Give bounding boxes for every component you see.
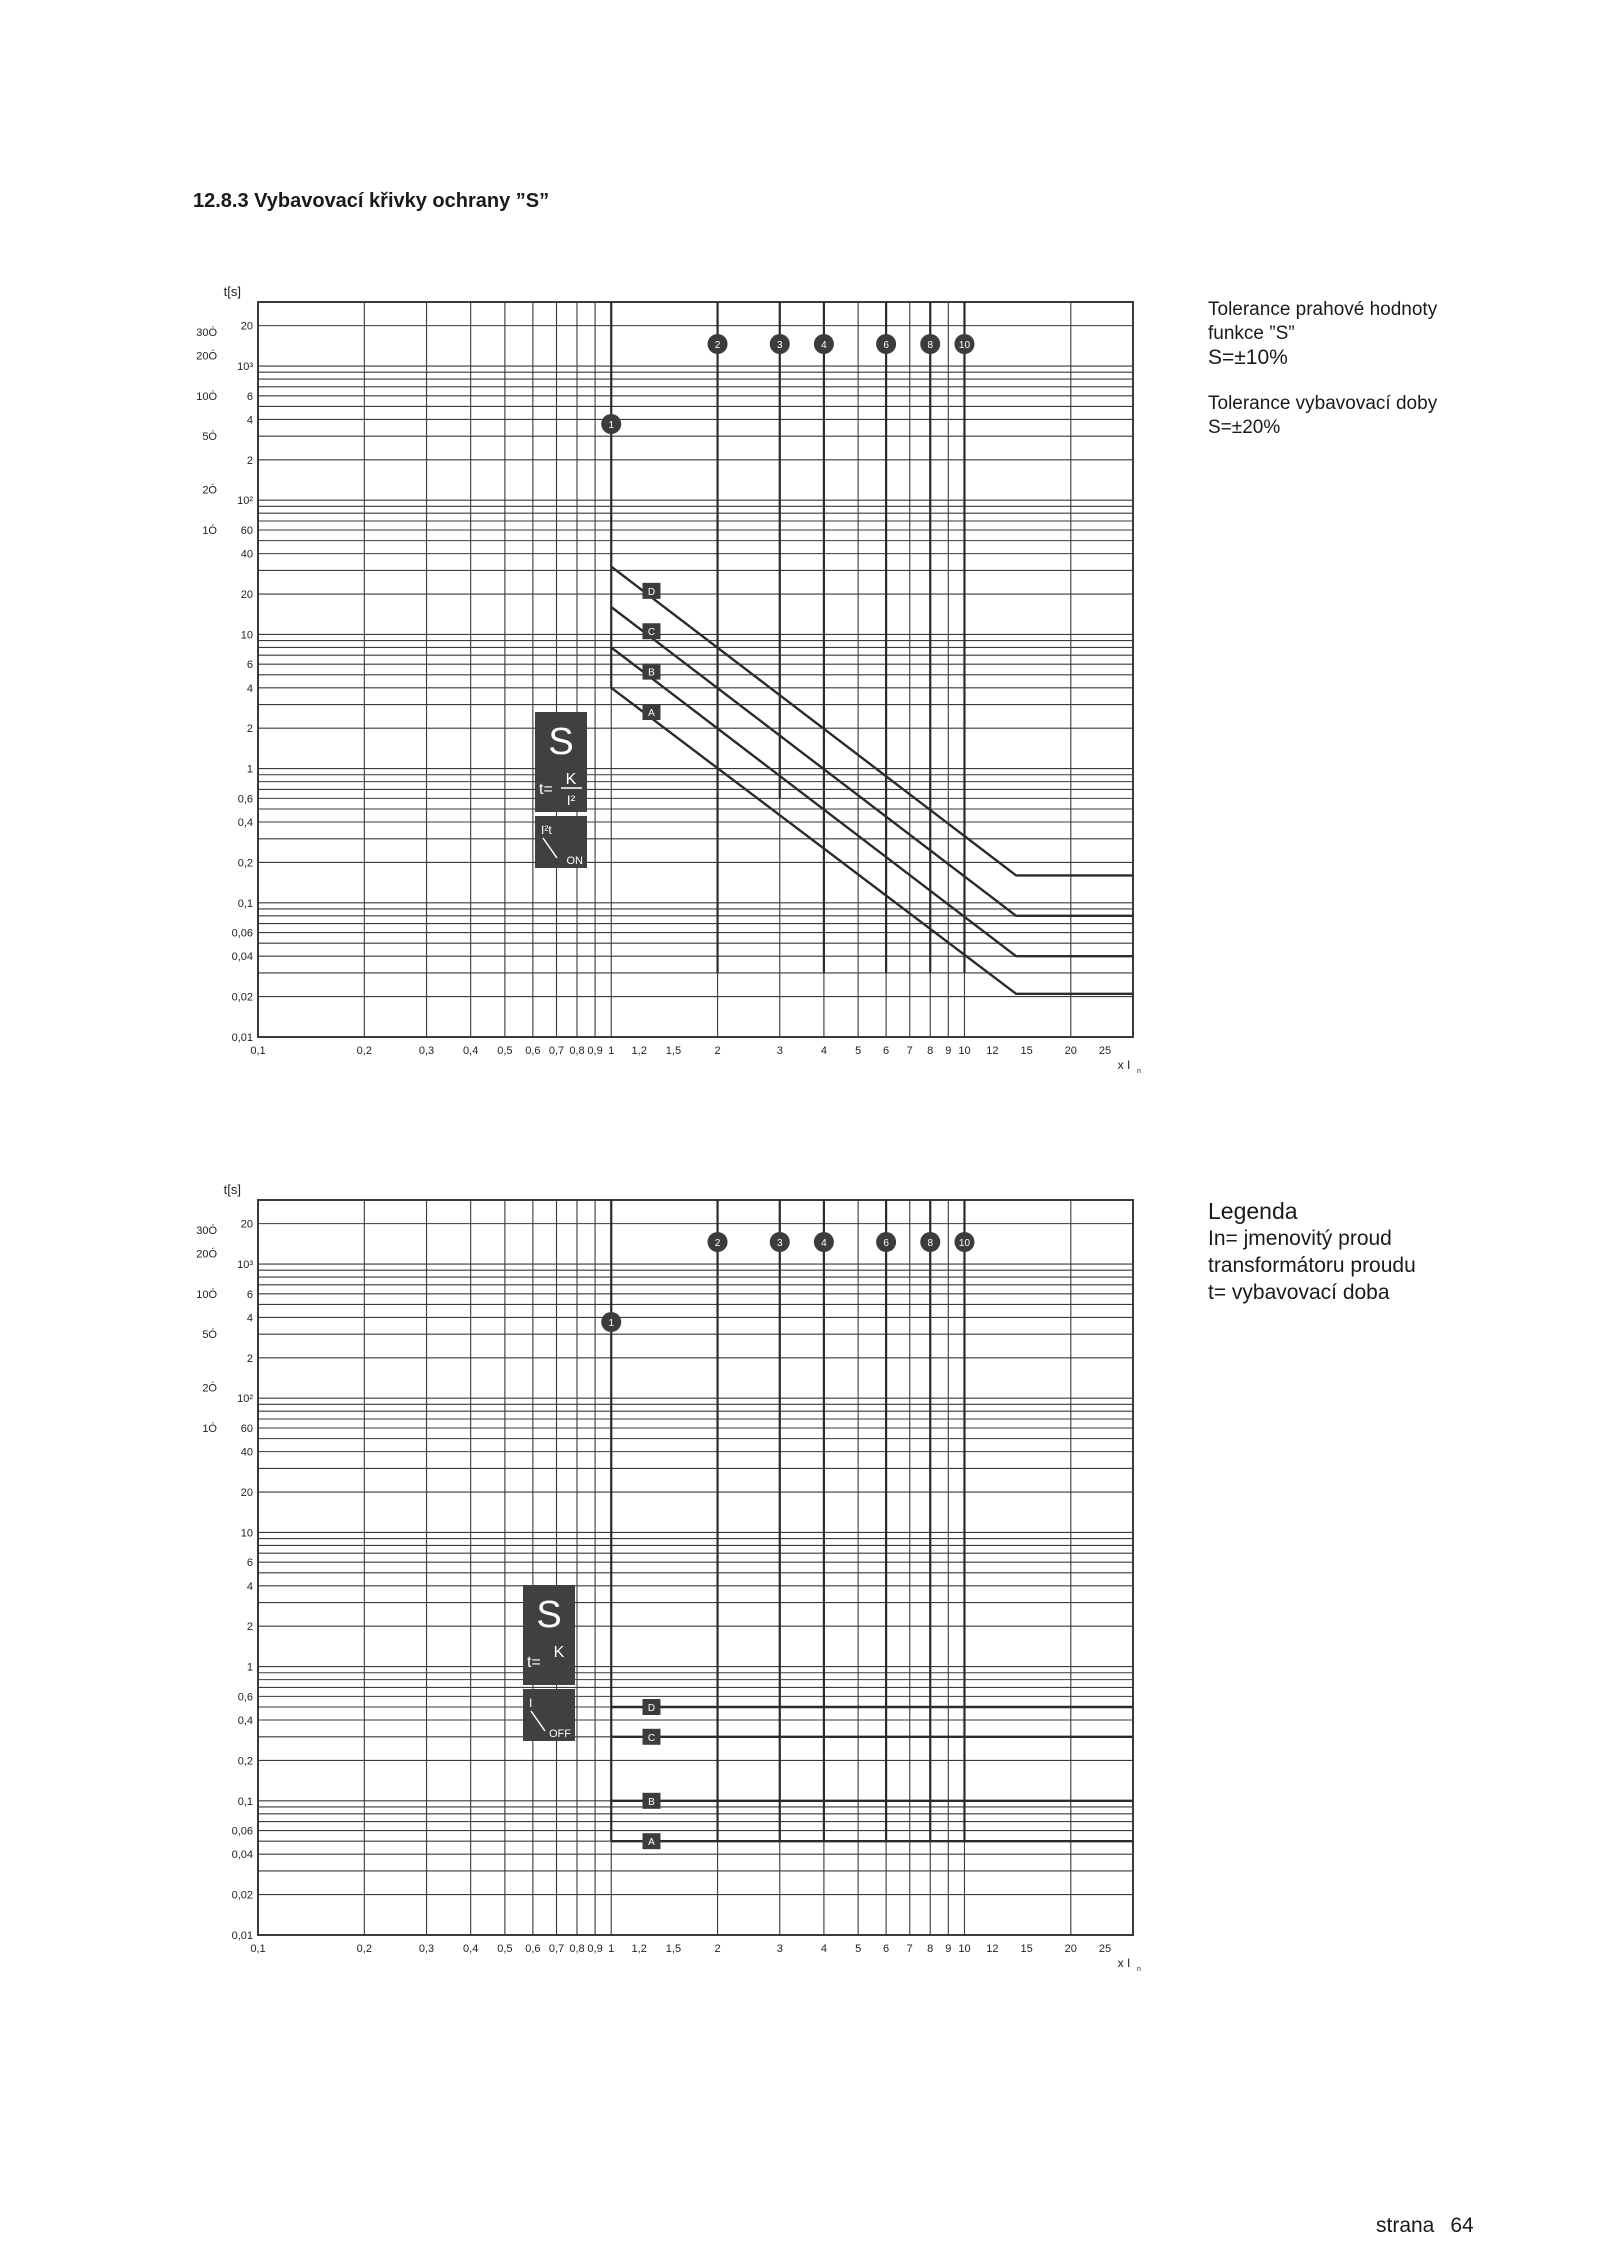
x-tick-label: 9	[945, 1943, 952, 1955]
page-label: strana	[1376, 2214, 1435, 2237]
legend-heading: Legenda	[1208, 1198, 1298, 1224]
curve-B	[611, 647, 1133, 956]
x-tick-label: 4	[820, 1045, 827, 1057]
x-tick-label: 0,3	[418, 1943, 435, 1955]
x-tick-label: 25	[1098, 1943, 1112, 1955]
y-minute-label: 5Ó	[202, 1329, 217, 1342]
y-minute-label: 10Ó	[196, 390, 217, 403]
y-tick-label: 20	[240, 1218, 253, 1231]
curve-label-B: B	[648, 667, 655, 679]
y-minute-label: 20Ó	[196, 350, 217, 363]
mode-letter: S	[536, 1594, 562, 1636]
marker-number-10: 10	[958, 1238, 971, 1249]
x-tick-label: 10	[958, 1045, 971, 1057]
y-tick-label: 0,02	[231, 1889, 253, 1902]
y-axis-title: t[s]	[223, 284, 241, 299]
mode-switch-bottom: OFF	[549, 1728, 571, 1740]
y-tick-label: 0,1	[237, 1795, 253, 1808]
x-tick-label: 1,2	[631, 1943, 647, 1955]
marker-number-3: 3	[776, 1238, 783, 1249]
curve-C	[611, 607, 1133, 916]
mode-switch-top: I²t	[541, 823, 552, 837]
curve-label-A: A	[648, 1837, 655, 1849]
x-tick-label: 3	[776, 1045, 783, 1057]
x-axis-subscript: n	[1137, 1966, 1141, 1973]
x-tick-label: 0,5	[497, 1943, 513, 1955]
y-tick-label: 10	[240, 629, 253, 642]
x-tick-label: 10	[958, 1943, 971, 1955]
trip-tolerance-note	[1208, 392, 1437, 440]
x-tick-label: 1,2	[631, 1045, 647, 1057]
x-tick-label: 1	[608, 1943, 615, 1955]
y-tick-label: 0,2	[237, 857, 253, 870]
y-tick-label: 20	[240, 589, 253, 602]
x-tick-label: 12	[986, 1943, 999, 1955]
x-tick-label: 3	[776, 1943, 783, 1955]
x-axis-subscript: n	[1137, 1068, 1141, 1075]
curve-label-C: C	[647, 1732, 656, 1744]
curve-D	[611, 567, 1133, 876]
x-tick-label: 4	[820, 1943, 827, 1955]
y-minute-label: 10Ó	[196, 1288, 217, 1301]
x-tick-label: 5	[855, 1045, 862, 1057]
y-tick-label: 0,06	[231, 1825, 253, 1838]
y-minute-label: 30Ó	[196, 1224, 217, 1237]
y-tick-label: 0,6	[237, 1691, 253, 1704]
mode-switch-bottom: ON	[566, 855, 583, 867]
y-tick-label: 2	[246, 454, 253, 467]
legend	[1208, 1198, 1416, 1306]
x-tick-label: 0,9	[587, 1045, 603, 1057]
x-tick-label: 1,5	[665, 1045, 682, 1057]
marker-number-8: 8	[927, 1238, 934, 1249]
y-minute-label: 30Ó	[196, 326, 217, 339]
marker-number-4: 4	[821, 1238, 827, 1249]
marker-number-8: 8	[927, 340, 934, 351]
mode-letter: S	[548, 721, 574, 763]
y-tick-label: 60	[240, 1422, 253, 1435]
y-minute-label: 2Ó	[202, 484, 217, 497]
x-tick-label: 6	[883, 1045, 890, 1057]
y-minute-label: 20Ó	[196, 1248, 217, 1261]
y-tick-label: 6	[246, 1288, 253, 1301]
y-tick-label: 0,4	[237, 1715, 253, 1728]
x-axis-title: x I	[1117, 1058, 1131, 1072]
y-tick-label: 10²	[237, 1393, 253, 1406]
y-minute-label: 5Ó	[202, 431, 217, 444]
mode-formula: t=	[539, 781, 553, 798]
y-tick-label: 1	[246, 1661, 253, 1674]
y-tick-label: 10³	[237, 361, 253, 374]
y-tick-label: 6	[246, 1557, 253, 1570]
x-axis-title: x I	[1117, 1956, 1131, 1970]
threshold-line1: Tolerance prahové hodnoty	[1208, 299, 1438, 320]
marker-number-1: 1	[608, 1318, 615, 1329]
mode-denominator: I²	[566, 792, 576, 808]
y-minute-label: 2Ó	[202, 1382, 217, 1395]
y-tick-label: 20	[240, 1487, 253, 1500]
curve-label-D: D	[647, 1703, 656, 1715]
x-tick-label: 0,6	[525, 1045, 541, 1057]
y-tick-label: 4	[246, 414, 253, 427]
page-number	[1376, 2214, 1474, 2238]
y-tick-label: 60	[240, 524, 253, 537]
x-tick-label: 0,4	[463, 1045, 479, 1057]
trip-line1: Tolerance vybavovací doby	[1208, 393, 1438, 414]
y-tick-label: 10²	[237, 495, 253, 508]
trip-value: S=±20%	[1208, 417, 1281, 438]
mode-numerator: K	[553, 1644, 565, 1661]
x-tick-label: 5	[855, 1943, 862, 1955]
y-tick-label: 2	[246, 1352, 253, 1365]
marker-number-10: 10	[958, 340, 971, 351]
x-tick-label: 1,5	[665, 1943, 682, 1955]
x-tick-label: 20	[1064, 1045, 1077, 1057]
x-tick-label: 0,2	[356, 1943, 372, 1955]
x-tick-label: 0,1	[250, 1943, 266, 1955]
x-tick-label: 2	[714, 1943, 721, 1955]
y-tick-label: 6	[246, 659, 253, 672]
y-tick-label: 0,04	[231, 951, 253, 964]
mode-formula: t=	[527, 1654, 541, 1671]
y-minute-label: 1Ó	[202, 524, 217, 537]
y-tick-label: 2	[246, 1621, 253, 1634]
y-tick-label: 0,02	[231, 991, 253, 1004]
x-tick-label: 8	[927, 1045, 934, 1057]
marker-number-6: 6	[883, 1238, 889, 1249]
y-tick-label: 20	[240, 320, 253, 333]
plot-frame	[258, 1200, 1133, 1935]
marker-number-1: 1	[608, 420, 615, 431]
curve-label-B: B	[648, 1796, 655, 1808]
x-tick-label: 0,4	[463, 1943, 479, 1955]
y-tick-label: 10	[240, 1527, 253, 1540]
plot-frame	[258, 302, 1133, 1037]
x-tick-label: 7	[906, 1045, 913, 1057]
y-tick-label: 0,01	[231, 1930, 253, 1942]
marker-number-2: 2	[714, 340, 721, 351]
y-tick-label: 0,01	[231, 1032, 253, 1044]
y-tick-label: 6	[246, 390, 253, 403]
curve-label-A: A	[648, 708, 655, 720]
x-tick-label: 0,5	[497, 1045, 513, 1057]
y-tick-label: 0,04	[231, 1849, 253, 1862]
threshold-tolerance-note	[1208, 298, 1437, 370]
section-title: 12.8.3 Vybavovací křivky ochrany ”S”	[193, 190, 550, 212]
x-tick-label: 0,8	[569, 1943, 585, 1955]
y-tick-label: 0,06	[231, 927, 253, 940]
y-tick-label: 4	[246, 1312, 253, 1325]
curve-A	[611, 688, 1133, 994]
y-tick-label: 0,1	[237, 897, 253, 910]
x-tick-label: 0,2	[356, 1045, 372, 1057]
x-tick-label: 8	[927, 1943, 934, 1955]
legend-line3: t= vybavovací doba	[1208, 1281, 1390, 1304]
y-minute-label: 1Ó	[202, 1422, 217, 1435]
mode-numerator: K	[565, 771, 577, 788]
marker-number-6: 6	[883, 340, 889, 351]
x-tick-label: 15	[1020, 1943, 1033, 1955]
curve-label-C: C	[647, 627, 656, 639]
x-tick-label: 0,6	[525, 1943, 541, 1955]
x-tick-label: 0,8	[569, 1045, 585, 1057]
y-tick-label: 0,6	[237, 793, 253, 806]
y-tick-label: 40	[240, 548, 253, 561]
marker-number-4: 4	[821, 340, 827, 351]
x-tick-label: 7	[906, 1943, 913, 1955]
y-axis-title: t[s]	[223, 1182, 241, 1197]
y-tick-label: 10³	[237, 1259, 253, 1272]
x-tick-label: 20	[1064, 1943, 1077, 1955]
x-tick-label: 12	[986, 1045, 999, 1057]
x-tick-label: 0,3	[418, 1045, 435, 1057]
x-tick-label: 9	[945, 1045, 952, 1057]
marker-number-2: 2	[714, 1238, 721, 1249]
x-tick-label: 25	[1098, 1045, 1112, 1057]
x-tick-label: 0,9	[587, 1943, 603, 1955]
y-tick-label: 4	[246, 682, 253, 695]
marker-number-3: 3	[776, 340, 783, 351]
y-tick-label: 4	[246, 1580, 253, 1593]
y-tick-label: 0,2	[237, 1755, 253, 1768]
y-tick-label: 0,4	[237, 817, 253, 830]
legend-line1: In= jmenovitý proud	[1208, 1227, 1392, 1250]
curve-label-D: D	[647, 586, 656, 598]
page-value: 64	[1450, 2214, 1474, 2237]
x-tick-label: 0,7	[548, 1943, 565, 1955]
y-tick-label: 40	[240, 1446, 253, 1459]
mode-switch-top: I	[529, 1696, 533, 1710]
legend-line2: transformátoru proudu	[1208, 1254, 1416, 1277]
x-tick-label: 6	[883, 1943, 890, 1955]
threshold-value: S=±10%	[1208, 346, 1288, 369]
threshold-line2: funkce ”S”	[1208, 323, 1295, 344]
y-tick-label: 1	[246, 763, 253, 776]
x-tick-label: 2	[714, 1045, 721, 1057]
x-tick-label: 1	[608, 1045, 615, 1057]
y-tick-label: 2	[246, 723, 253, 736]
x-tick-label: 0,1	[250, 1045, 266, 1057]
x-tick-label: 15	[1020, 1045, 1033, 1057]
x-tick-label: 0,7	[548, 1045, 565, 1057]
